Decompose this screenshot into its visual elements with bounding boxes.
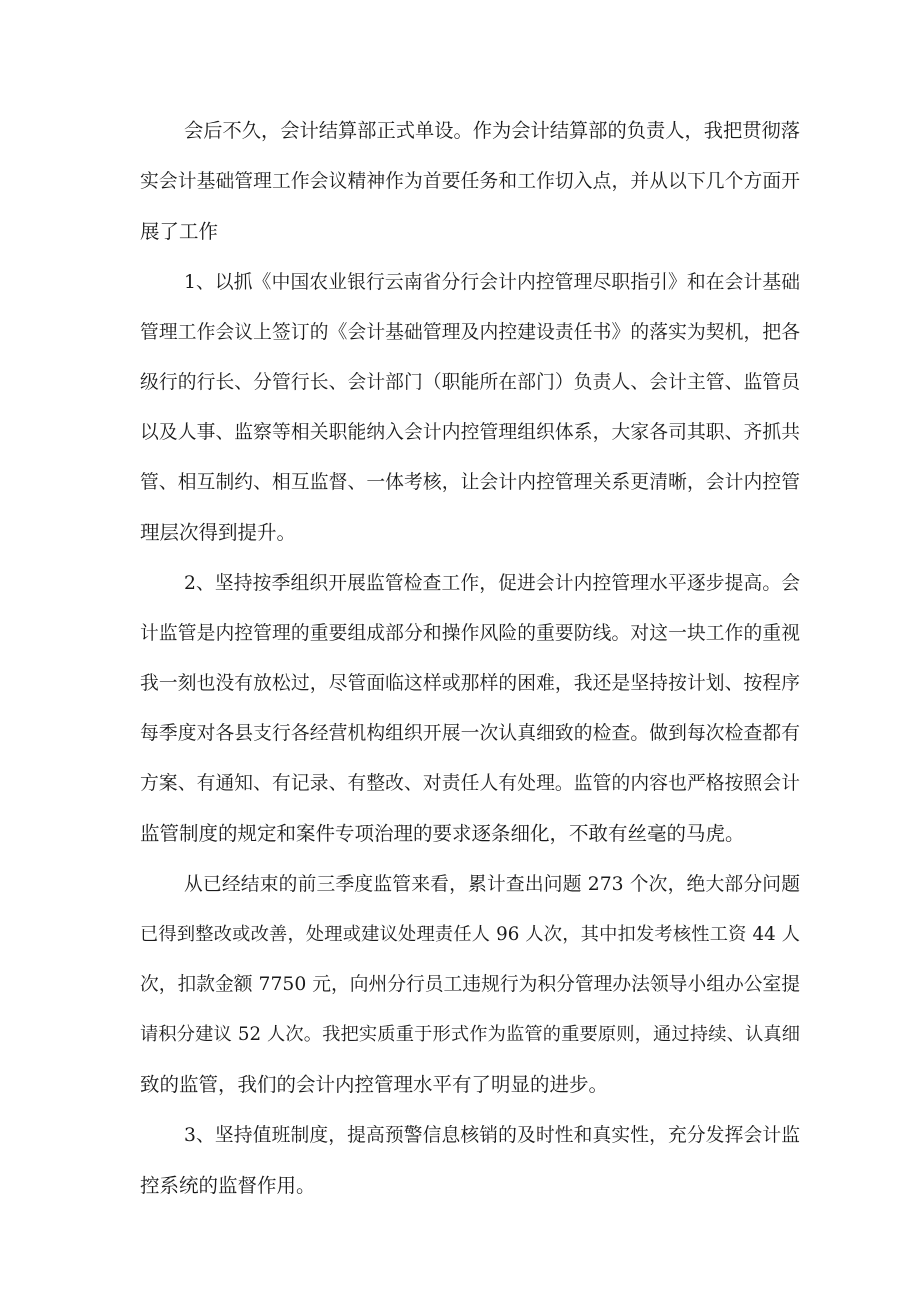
paragraph-line: 我一刻也没有放松过，尽管面临这样或那样的困难，我还是坚持按计划、按程序 [140, 673, 800, 694]
paragraph-line: 控系统的监督作用。 [140, 1174, 316, 1197]
paragraph-line: 从已经结束的前三季度监管来看，累计查出问题 273 个次，绝大部分问题 [184, 874, 800, 895]
paragraph-line: 以及人事、监察等相关职能纳入会计内控管理组织体系，大家各司其职、齐抓共 [140, 422, 800, 443]
paragraph-line: 管理工作会议上签订的《会计基础管理及内控建设责任书》的落实为契机，把各 [140, 322, 800, 343]
paragraph-line: 3、坚持值班制度，提高预警信息核销的及时性和真实性，充分发挥会计监 [184, 1125, 800, 1146]
paragraph-line: 致的监管，我们的会计内控管理水平有了明显的进步。 [140, 1073, 609, 1096]
paragraph-line: 监管制度的规定和案件专项治理的要求逐条细化，不敢有丝毫的马虎。 [140, 822, 745, 845]
paragraph-line: 次，扣款金额 7750 元，向州分行员工违规行为积分管理办法领导小组办公室提 [140, 974, 800, 995]
paragraph-line: 会后不久，会计结算部正式单设。作为会计结算部的负责人，我把贯彻落 [184, 119, 800, 142]
paragraph-line: 请积分建议 52 人次。我把实质重于形式作为监管的重要原则，通过持续、认真细 [140, 1024, 800, 1045]
paragraph-line: 2、坚持按季组织开展监管检查工作，促进会计内控管理水平逐步提高。会 [184, 573, 800, 594]
paragraph-line: 每季度对各县支行各经营机构组织开展一次认真细致的检查。做到每次检查都有 [140, 723, 800, 744]
paragraph-line: 理层次得到提升。 [140, 521, 297, 544]
paragraph-line: 已得到整改或改善，处理或建议处理责任人 96 人次，其中扣发考核性工资 44 人 [140, 924, 800, 945]
paragraph-line: 1、以抓《中国农业银行云南省分行会计内控管理尽职指引》和在会计基础 [184, 272, 800, 293]
paragraph-line: 展了工作 [140, 220, 219, 243]
paragraph-line: 管、相互制约、相互监督、一体考核，让会计内控管理关系更清晰，会计内控管 [140, 472, 800, 493]
paragraph-line: 方案、有通知、有记录、有整改、对责任人有处理。监管的内容也严格按照会计 [140, 773, 800, 794]
paragraph-line: 计监管是内控管理的重要组成部分和操作风险的重要防线。对这一块工作的重视 [140, 623, 800, 644]
paragraph-line: 级行的行长、分管行长、会计部门（职能所在部门）负责人、会计主管、监管员 [140, 372, 800, 393]
paragraph-line: 实会计基础管理工作会议精神作为首要任务和工作切入点，并从以下几个方面开 [140, 171, 800, 192]
